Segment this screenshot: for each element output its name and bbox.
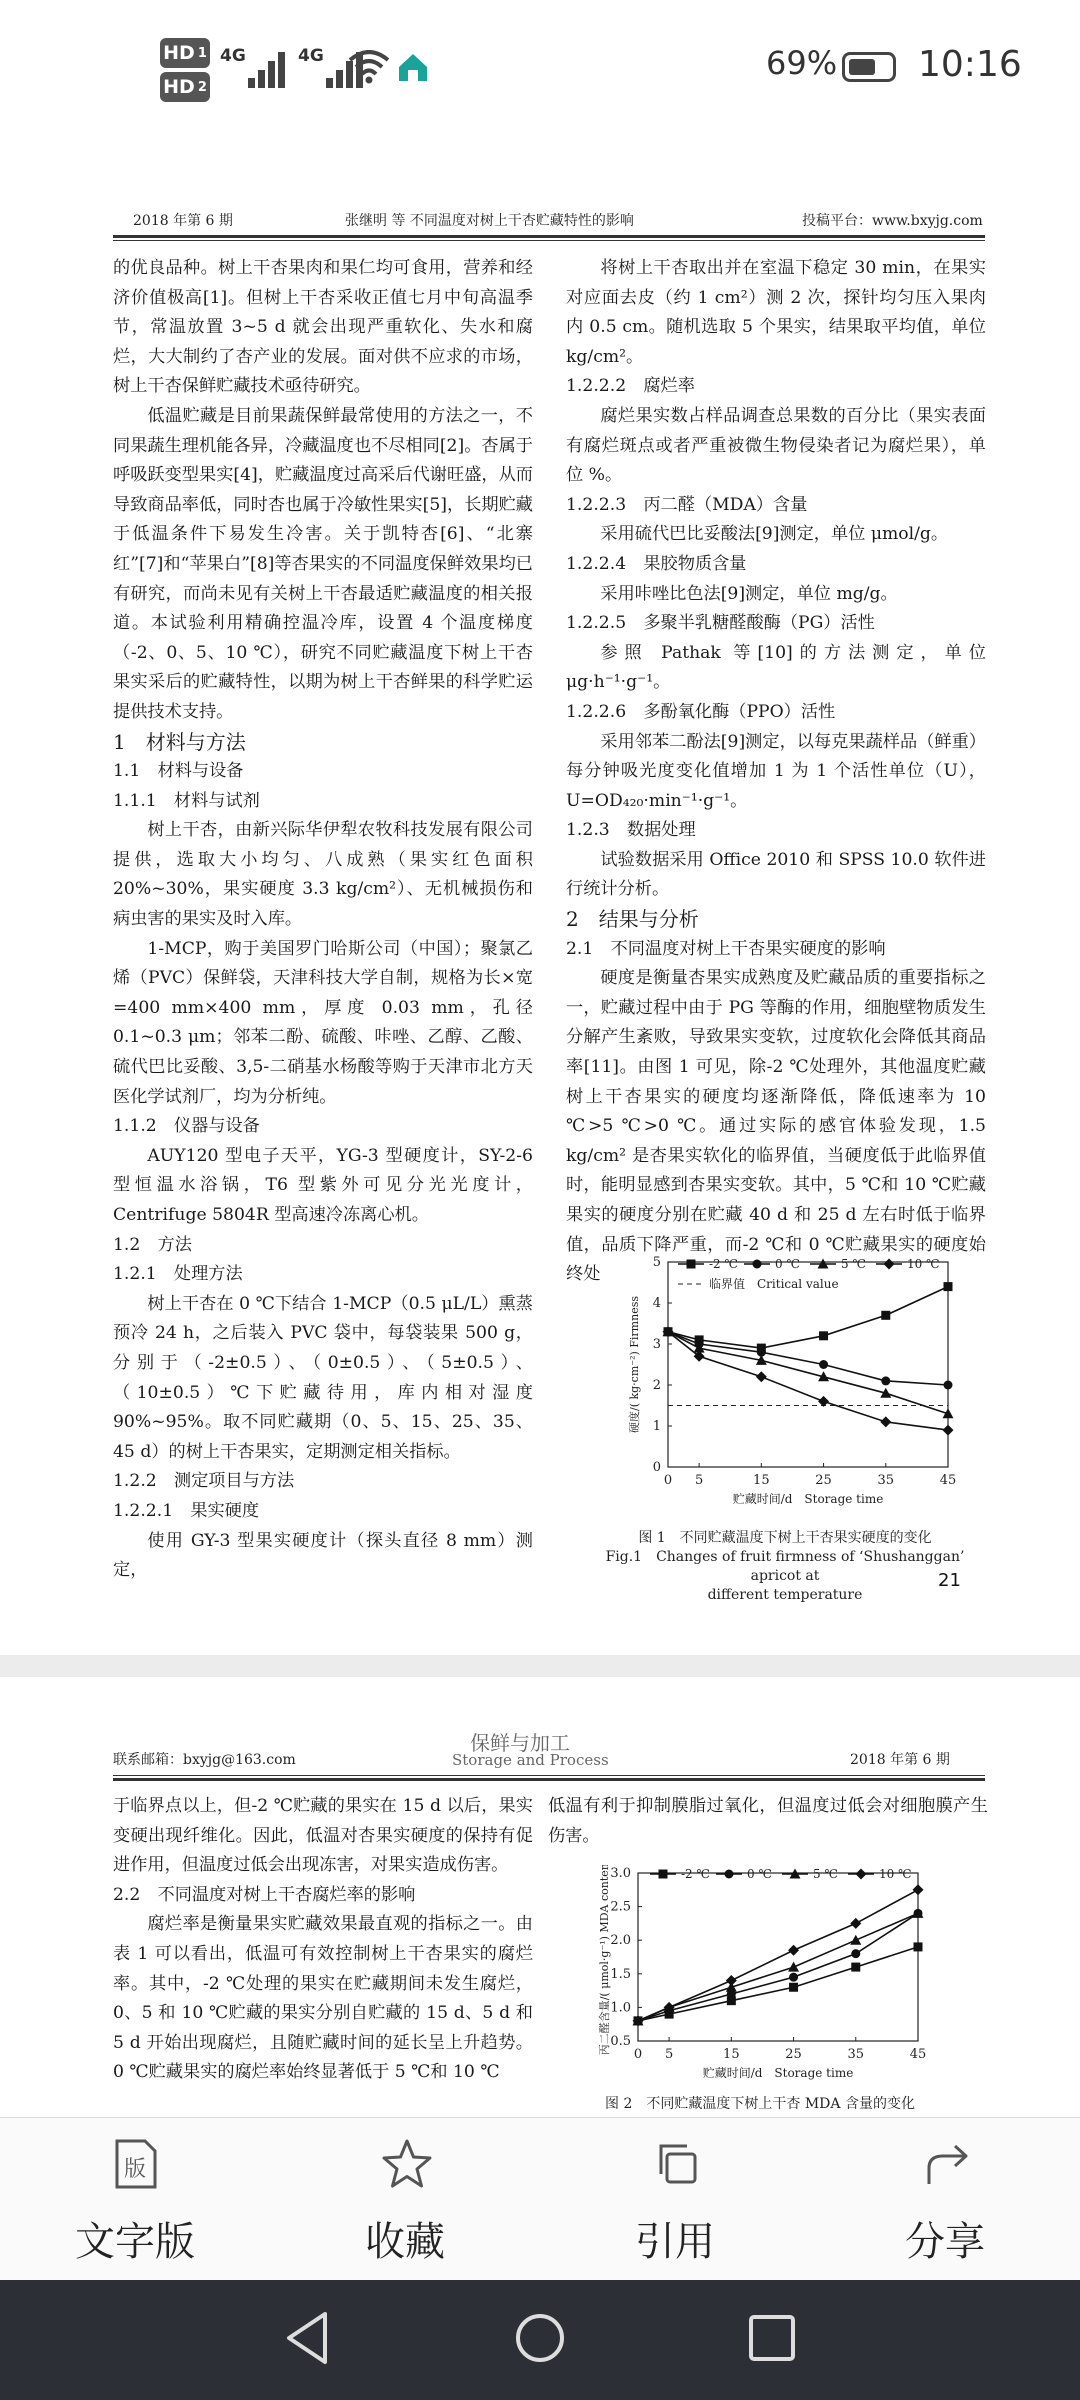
y-axis-label: 丙二醛含量/( μmol·g⁻¹) MDA content <box>598 1865 611 2056</box>
share-label: 分享 <box>905 2219 985 2265</box>
left-column <box>113 1792 533 2088</box>
data-point <box>789 1983 798 1992</box>
legend-marker <box>659 1870 668 1879</box>
legend-label: 0 ℃ <box>747 1867 772 1881</box>
x-tick-label: 45 <box>909 2047 927 2062</box>
home-app-icon <box>396 50 430 84</box>
pdf-page-22 <box>0 1677 1080 2117</box>
data-point <box>788 1962 799 1972</box>
legend-label: 10 ℃ <box>879 1867 912 1881</box>
battery-percent: 69% <box>766 44 838 82</box>
text-version-button[interactable] <box>35 2118 235 2281</box>
data-point <box>789 1973 798 1982</box>
legend-label: 临界值 Critical value <box>709 1277 839 1291</box>
paragraph: 采用邻苯二酚法[9]测定，以每克果蔬样品（鲜重）每分钟吸光度变化值增加 1 为 1 个活性单位（U），U=OD₄₂₀·min⁻¹·g⁻¹。 <box>566 731 986 811</box>
system-nav-bar <box>0 2280 1080 2400</box>
firmness-chart <box>590 1250 980 1525</box>
right-column <box>566 254 986 1290</box>
subsection-heading: 1.2.2.3 丙二醛（MDA）含量 <box>566 494 808 515</box>
x-tick-label: 45 <box>939 1473 957 1488</box>
subsection-heading: 1.2.2.4 果胶物质含量 <box>566 553 747 574</box>
subsection-heading: 1.2.2 测定项目与方法 <box>113 1471 295 1492</box>
home-icon[interactable] <box>512 2310 568 2366</box>
text-version-icon <box>111 2138 159 2190</box>
paragraph: 的优良品种。树上干杏果肉和果仁均可食用，营养和经济价值极高[1]。但树上干杏采收正值七月中旬高温季节，常温放置 3~5 d 就会出现严重软化、失水和腐烂，大大制约了杏产业的发展。面对供不应求的市场，树上干杏保鲜贮藏技术亟待研究。 <box>113 258 533 397</box>
figure-1-caption-cn: 图 1 不同贮藏温度下树上干杏果实硬度的变化 <box>638 1530 932 1546</box>
plot-frame <box>668 1262 948 1467</box>
paragraph: 试验数据采用 Office 2010 和 SPSS 10.0 软件进行统计分析。 <box>566 849 986 900</box>
cite-button[interactable] <box>575 2118 775 2281</box>
x-axis-label: 贮藏时间/d Storage time <box>702 2066 854 2080</box>
x-tick-label: 25 <box>785 2047 802 2062</box>
subsection-heading: 2.1 不同温度对树上干杏果实硬度的影响 <box>566 938 886 959</box>
data-point <box>943 1425 954 1436</box>
header-rule-thin <box>113 240 985 241</box>
data-point <box>914 1942 923 1951</box>
header-rule <box>113 1778 985 1781</box>
legend-label: 10 ℃ <box>907 1257 940 1271</box>
legend-marker <box>725 1870 734 1879</box>
paragraph: 使用 GY-3 型果实硬度计（探头直径 8 mm）测定， <box>113 1530 533 1581</box>
x-axis-label: 贮藏时间/d Storage time <box>732 1492 884 1506</box>
y-tick-label: 3 <box>652 1337 661 1352</box>
paragraph: 参照 Pathak 等[10]的方法测定，单位 μg·h⁻¹·g⁻¹。 <box>566 642 986 693</box>
legend-marker <box>856 1869 867 1880</box>
data-point <box>819 1360 828 1369</box>
running-header-left: 2018 年第 6 期 <box>133 213 233 229</box>
y-axis-label: 硬度/( kg·cm⁻²) Firmness <box>628 1295 641 1434</box>
data-point <box>818 1396 829 1407</box>
subsection-heading: 1.2.2.5 多聚半乳糖醛酸酶（PG）活性 <box>566 613 875 634</box>
data-point <box>756 1371 767 1382</box>
legend-marker <box>884 1259 895 1270</box>
series-line <box>668 1332 948 1430</box>
y-tick-label: 2 <box>652 1378 661 1393</box>
data-point <box>788 1945 799 1956</box>
subsection-heading: 1.1.1 材料与试剂 <box>113 790 260 811</box>
figure-1 <box>590 1250 980 1640</box>
data-point <box>850 1935 861 1945</box>
section-heading: 2 结果与分析 <box>566 907 699 932</box>
legend-label: 0 ℃ <box>775 1257 800 1271</box>
header-rule <box>113 235 985 238</box>
subsection-heading: 1.2.1 处理方法 <box>113 1264 243 1285</box>
data-point <box>850 1918 861 1929</box>
running-header-right: 2018 年第 6 期 <box>850 1752 950 1768</box>
recents-icon[interactable] <box>746 2310 798 2366</box>
share-arrow-icon <box>921 2138 973 2190</box>
paragraph: 腐烂果实数占样品调查总果数的百分比（果实表面有腐烂斑点或者严重被微生物侵染者记为腐烂果），单位 %。 <box>566 405 986 486</box>
legend-marker <box>753 1260 762 1269</box>
series-line <box>668 1287 948 1349</box>
right-column <box>548 1792 988 1851</box>
series-line <box>638 1890 918 2021</box>
share-button[interactable] <box>845 2118 1045 2281</box>
x-tick-label: 15 <box>723 2047 740 2062</box>
data-point <box>944 1282 953 1291</box>
figure-2-caption: 图 2 不同贮藏温度下树上干杏 MDA 含量的变化 <box>605 2096 915 2112</box>
status-bar: HD 1 HD 2 4G 4G 69% 10:16 <box>0 0 1080 130</box>
x-tick-label: 0 <box>663 1473 673 1488</box>
data-point <box>913 1884 924 1895</box>
left-column <box>113 254 533 1586</box>
data-point <box>881 1376 890 1385</box>
cite-label: 引用 <box>635 2219 715 2265</box>
data-point <box>880 1416 891 1427</box>
x-tick-label: 25 <box>815 1473 832 1488</box>
data-point <box>944 1381 953 1390</box>
y-tick-label: 0 <box>652 1460 661 1475</box>
y-tick-label: 0.5 <box>610 2034 631 2049</box>
journal-name-cn: 保鲜与加工 <box>470 1731 570 1755</box>
paragraph: 将树上干杏取出并在室温下稳定 30 min，在果实对应面去皮（约 1 cm²）测 2 次，探针均匀压入果肉内 0.5 cm。随机选取 5 个果实，结果取平均值，单位 kg/cm²。 <box>566 258 986 367</box>
paragraph: 低温贮藏是目前果蔬保鲜最常使用的方法之一，不同果蔬生理机能各异，冷藏温度也不尽相同[2]。杏属于呼吸跃变型果实[4]，贮藏温度过高采后代谢旺盛，从而导致商品率低，同时杏也属于冷敏性果实[5]，长期贮藏于低温条件下易发生冷害。关于凯特杏[6]、“北寨红”[7]和“苹果白”[8]等杏果实的不同温度保鲜效果均已有研究，而尚未见有关树上干杏最适贮藏温度的相关报道。本试验利用精确控温冷库，设置 4 个温度梯度（-2、0、5、10 ℃），研究不同贮藏温度下树上干杏果实采后的贮藏特性，以期为树上干杏鲜果的科学贮运提供技术支持。 <box>113 405 533 722</box>
hd1-badge: HD 1 <box>160 38 210 68</box>
paragraph: 低温有利于抑制膜脂过氧化，但温度过低会对细胞膜产生伤害。 <box>548 1796 988 1846</box>
x-tick-label: 0 <box>633 2047 643 2062</box>
y-tick-label: 4 <box>652 1296 661 1311</box>
text-version-icon-glyph: 版 <box>123 2157 147 2182</box>
battery-icon <box>842 52 896 82</box>
page-divider <box>0 1655 1080 1677</box>
y-tick-label: 2.0 <box>610 1933 631 1949</box>
series-line <box>638 1913 918 2021</box>
paragraph: 树上干杏，由新兴际华伊犁农牧科技发展有限公司提供，选取大小均匀、八成熟（果实红色面积 20%~30%，果实硬度 3.3 kg/cm²）、无机械损伤和病虫害的果实及时入库。 <box>113 820 533 930</box>
x-tick-label: 5 <box>694 1473 704 1488</box>
data-point <box>881 1311 890 1320</box>
pdf-page-21 <box>0 130 1080 1655</box>
journal-name-en: Storage and Process <box>452 1751 609 1769</box>
legend-label: -2 ℃ <box>709 1257 738 1271</box>
data-point <box>819 1331 828 1340</box>
clock: 10:16 <box>918 44 1022 85</box>
back-icon[interactable] <box>283 2310 333 2366</box>
figure-2 <box>570 1865 950 2117</box>
running-header-left: 联系邮箱：bxyjg@163.com <box>113 1752 296 1768</box>
paragraph: AUY120 型电子天平，YG-3 型硬度计，SY-2-6 型恒温水浴锅，T6 型紫外可见分光光度计，Centrifuge 5804R 型高速冷冻离心机。 <box>113 1145 533 1225</box>
paragraph: 硬度是衡量杏果实成熟度及贮藏品质的重要指标之一，贮藏过程中由于 PG 等酶的作用，细胞壁物质发生分解产生紊败，导致果实变软，过度软化会降低其商品率[11]。由图 1 可见，除-2 ℃处理外，其他温度贮藏树上干杏果实的硬度均逐渐降低，降低速率为 10 ℃>5 ℃>0 ℃。通过实际的感官体验发现，1.5 kg/cm² 是杏果实软化的临界值，当硬度低于此临界值时，能明显感到杏果实变软。其中，5 ℃和 10 ℃贮藏果实的硬度分别在贮藏 40 d 和 25 d 左右时低于临界值，品质下降严重，而-2 ℃和 0 ℃贮藏果实的硬度始终处 <box>566 968 986 1285</box>
subsection-heading: 1.2 方法 <box>113 1234 192 1255</box>
y-tick-label: 1.0 <box>610 2000 631 2016</box>
y-tick-label: 3.0 <box>610 1866 631 1881</box>
star-icon <box>381 2138 433 2190</box>
copy-icon <box>651 2138 703 2190</box>
subsection-heading: 1.2.2.6 多酚氧化酶（PPO）活性 <box>566 701 836 722</box>
text-version-label: 文字版 <box>75 2219 195 2265</box>
y-tick-label: 5 <box>652 1255 661 1270</box>
legend-label: -2 ℃ <box>681 1867 710 1881</box>
wifi-icon <box>348 50 390 84</box>
x-tick-label: 15 <box>753 1473 770 1488</box>
favorite-button[interactable] <box>305 2118 505 2281</box>
x-tick-label: 35 <box>877 1473 895 1488</box>
paragraph: 腐烂率是衡量果实贮藏效果最直观的指标之一。由表 1 可以看出，低温可有效控制树上干杏果实的腐烂率。其中，-2 ℃处理的果实在贮藏期间未发生腐烂，0、5 和 10 ℃贮藏的果实分别自贮藏的 15 d、5 d 和 5 d 开始出现腐烂，且随贮藏时间的延长呈上升趋势。0 ℃贮藏果实的腐烂率始终显著低于 5 ℃和 10 ℃ <box>113 1914 533 2083</box>
mda-chart <box>570 1865 950 2091</box>
y-tick-label: 1.5 <box>610 1966 631 1982</box>
running-header-right: 投稿平台：www.bxyjg.com <box>802 213 983 229</box>
paragraph: 于临界点以上，但-2 ℃贮藏的果实在 15 d 以后，果实变硬出现纤维化。因此，低温对杏果实硬度的保持有促进作用，但温度过低会出现冻害，对果实造成伤害。 <box>113 1796 533 1876</box>
series-line <box>668 1332 948 1414</box>
figure-1-caption-en-2: different temperature <box>707 1587 863 1603</box>
subsection-heading: 1.1.2 仪器与设备 <box>113 1116 260 1137</box>
paragraph: 1-MCP，购于美国罗门哈斯公司（中国）；聚氯乙烯（PVC）保鲜袋，天津科技大学自制，规格为长×宽=400 mm×400 mm，厚度 0.03 mm，孔径 0.1~0.3 μm；邻苯二酚、硫酸、咔唑、乙醇、乙酸、硫代巴比妥酸、3,5-二硝基水杨酸等购于天津市北方天医化学试剂厂，均为分析纯。 <box>113 938 533 1107</box>
legend-marker <box>687 1260 696 1269</box>
y-tick-label: 2.5 <box>610 1899 631 1915</box>
subsection-heading: 1.2.3 数据处理 <box>566 820 696 841</box>
subsection-heading: 2.2 不同温度对树上干杏腐烂率的影响 <box>113 1884 416 1905</box>
page-number: 21 <box>938 1570 961 1591</box>
x-tick-label: 35 <box>847 2047 865 2062</box>
legend-label: 5 ℃ <box>841 1257 866 1271</box>
series-line <box>668 1332 948 1385</box>
paragraph: 采用咔唑比色法[9]测定，单位 mg/g。 <box>600 583 898 604</box>
favorite-label: 收藏 <box>365 2219 445 2265</box>
legend-label: 5 ℃ <box>813 1867 838 1881</box>
running-header-title: 张继明 等 不同温度对树上干杏贮藏特性的影响 <box>345 213 634 229</box>
data-point <box>851 1963 860 1972</box>
section-heading: 1 材料与方法 <box>113 729 246 754</box>
x-tick-label: 5 <box>664 2047 674 2062</box>
figure-1-caption-en: Fig.1 Changes of fruit firmness of ‘Shushanggan’ apricot at <box>605 1549 965 1584</box>
data-point <box>726 1975 737 1986</box>
bottom-toolbar <box>0 2117 1080 2280</box>
header-rule-thin <box>113 1775 985 1776</box>
subsection-heading: 1.2.2.1 果实硬度 <box>113 1500 260 1521</box>
subsection-heading: 1.2.2.2 腐烂率 <box>566 376 695 397</box>
paragraph: 采用硫代巴比妥酸法[9]测定，单位 μmol/g。 <box>600 524 949 545</box>
hd2-badge: HD 2 <box>160 72 210 102</box>
data-point <box>851 1949 860 1958</box>
y-tick-label: 1 <box>652 1419 661 1434</box>
subsection-heading: 1.1 材料与设备 <box>113 761 244 782</box>
paragraph: 树上干杏在 0 ℃下结合 1-MCP（0.5 μL/L）熏蒸预冷 24 h，之后装入 PVC 袋中，每袋装果 500 g，分别于（-2±0.5）、（0±0.5）、（5±0.5）、（10±0.5）℃下贮藏待用，库内相对湿度 90%~95%。取不同贮藏期（0、5、15、25、35、45 d）的树上干杏果实，定期测定相关指标。 <box>113 1293 533 1462</box>
